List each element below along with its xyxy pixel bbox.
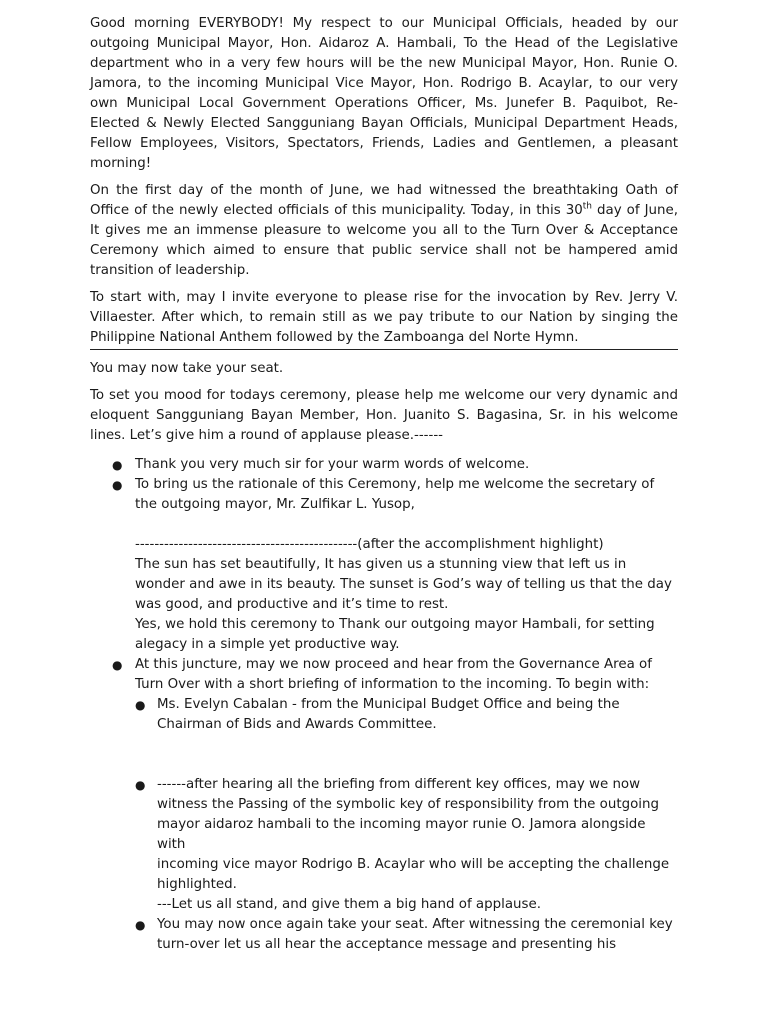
text-line: To set you mood for todays ceremony, please help me welcome our very dynamic and xyxy=(90,388,678,403)
list-item xyxy=(90,915,678,955)
invocation-paragraph xyxy=(90,288,678,350)
text-line: own Municipal Local Government Operations Officer, Ms. Junefer B. Paquibot, Re- xyxy=(90,96,678,111)
text-line: wonder and awe in its beauty. The sunset is God’s way of telling us that the day xyxy=(135,577,672,592)
text-line: transition of leadership. xyxy=(90,263,250,278)
text-line: witness the Passing of the symbolic key of responsibility from the outgoing xyxy=(157,797,660,812)
text-line: alegacy in a simple yet productive way. xyxy=(135,637,400,652)
text-line: Ms. Evelyn Cabalan - from the Municipal Budget Office and being the xyxy=(157,697,620,712)
text-line: Villaester. After which, to remain still as we pay tribute to our Nation by singing the xyxy=(90,310,678,325)
ordinal-suffix: th xyxy=(582,201,592,212)
text-line: At this juncture, may we now proceed and hear from the Governance Area of xyxy=(135,657,652,672)
bullet-icon: ● xyxy=(112,658,123,672)
text-line: ------after hearing all the briefing from different key offices, may we now xyxy=(157,777,641,792)
list-item xyxy=(90,455,678,475)
text-line: To start with, may I invite everyone to please rise for the invocation by Rev. Jerry V. xyxy=(90,290,678,305)
text-line: You may now take your seat. xyxy=(90,361,284,376)
text-line: highlighted. xyxy=(157,877,237,892)
text-line: Ceremony which aimed to ensure that public service shall not be hampered amid xyxy=(90,243,678,258)
text-line: Jamora, to the incoming Municipal Vice Mayor, Hon. Rodrigo B. Acaylar, to our very xyxy=(90,76,678,91)
bullet-icon: ● xyxy=(135,698,146,712)
list-item xyxy=(90,775,678,915)
text-line: Elected & Newly Elected Sangguniang Bayan Officials, Municipal Department Heads, xyxy=(90,116,678,131)
text-line: The sun has set beautifully, It has given us a stunning view that left us in xyxy=(135,557,627,572)
welcome-paragraph xyxy=(90,386,678,446)
take-seat-paragraph xyxy=(90,359,678,379)
briefing-sub-list xyxy=(90,695,678,955)
text-line: turn-over let us all hear the acceptance message and presenting his xyxy=(157,937,617,952)
text-line: was good, and productive and it’s time to rest. xyxy=(135,597,449,612)
text-line: lines. Let’s give him a round of applause please.------ xyxy=(90,428,443,443)
list-item xyxy=(90,475,678,655)
text-line: To bring us the rationale of this Ceremony, help me welcome the secretary of xyxy=(135,477,655,492)
bullet-icon: ● xyxy=(135,778,146,792)
spacer xyxy=(135,515,678,535)
text-line: ---Let us all stand, and give them a big hand of applause. xyxy=(157,897,542,912)
text-line: Thank you very much sir for your warm words of welcome. xyxy=(135,457,530,472)
text-line: Chairman of Bids and Awards Committee. xyxy=(157,717,437,732)
list-item xyxy=(90,695,678,775)
text-line: Philippine National Anthem followed by the Zamboanga del Norte Hymn. xyxy=(90,330,579,345)
spacer xyxy=(157,735,678,775)
text-line: ----------------------------------------------(after the accomplishment highlight) xyxy=(135,537,604,552)
text-line: Yes, we hold this ceremony to Thank our outgoing mayor Hambali, for setting xyxy=(135,617,655,632)
program-bullet-list xyxy=(90,455,678,695)
text-line: On the first day of the month of June, we had witnessed the breathtaking Oath of xyxy=(90,183,678,198)
text-segment: Office of the newly elected officials of this municipality. Today, in this 30 xyxy=(90,203,583,218)
text-line: It gives me an immense pleasure to welcome you all to the Turn Over & Acceptance xyxy=(90,223,678,238)
bullet-icon: ● xyxy=(112,478,123,492)
text-line: You may now once again take your seat. After witnessing the ceremonial key xyxy=(157,917,673,932)
text-line: incoming vice mayor Rodrigo B. Acaylar who will be accepting the challenge xyxy=(157,857,670,872)
text-line: outgoing Municipal Mayor, Hon. Aidaroz A. Hambali, To the Head of the Legislative xyxy=(90,36,678,51)
text-line xyxy=(90,201,678,221)
list-item xyxy=(90,655,678,695)
text-line: Fellow Employees, Visitors, Spectators, Friends, Ladies and Gentlemen, a pleasant xyxy=(90,136,678,151)
text-line: eloquent Sangguniang Bayan Member, Hon. Juanito S. Bagasina, Sr. in his welcome xyxy=(90,408,678,423)
text-line: morning! xyxy=(90,156,152,171)
oath-paragraph xyxy=(90,181,678,281)
text-line: department who in a very few hours will be the new Municipal Mayor, Hon. Runie O. xyxy=(90,56,678,71)
text-line: Turn Over with a short briefing of information to the incoming. To begin with: xyxy=(135,677,650,692)
text-line: mayor aidaroz hambali to the incoming mayor runie O. Jamora alongside with xyxy=(157,817,646,852)
text-line: Good morning EVERYBODY! My respect to our Municipal Officials, headed by our xyxy=(90,16,678,31)
text-line: the outgoing mayor, Mr. Zulfikar L. Yusop, xyxy=(135,497,415,512)
bullet-icon: ● xyxy=(112,458,123,472)
text-segment: day of June, xyxy=(591,203,678,218)
bullet-icon: ● xyxy=(135,918,146,932)
greeting-paragraph xyxy=(90,14,678,174)
